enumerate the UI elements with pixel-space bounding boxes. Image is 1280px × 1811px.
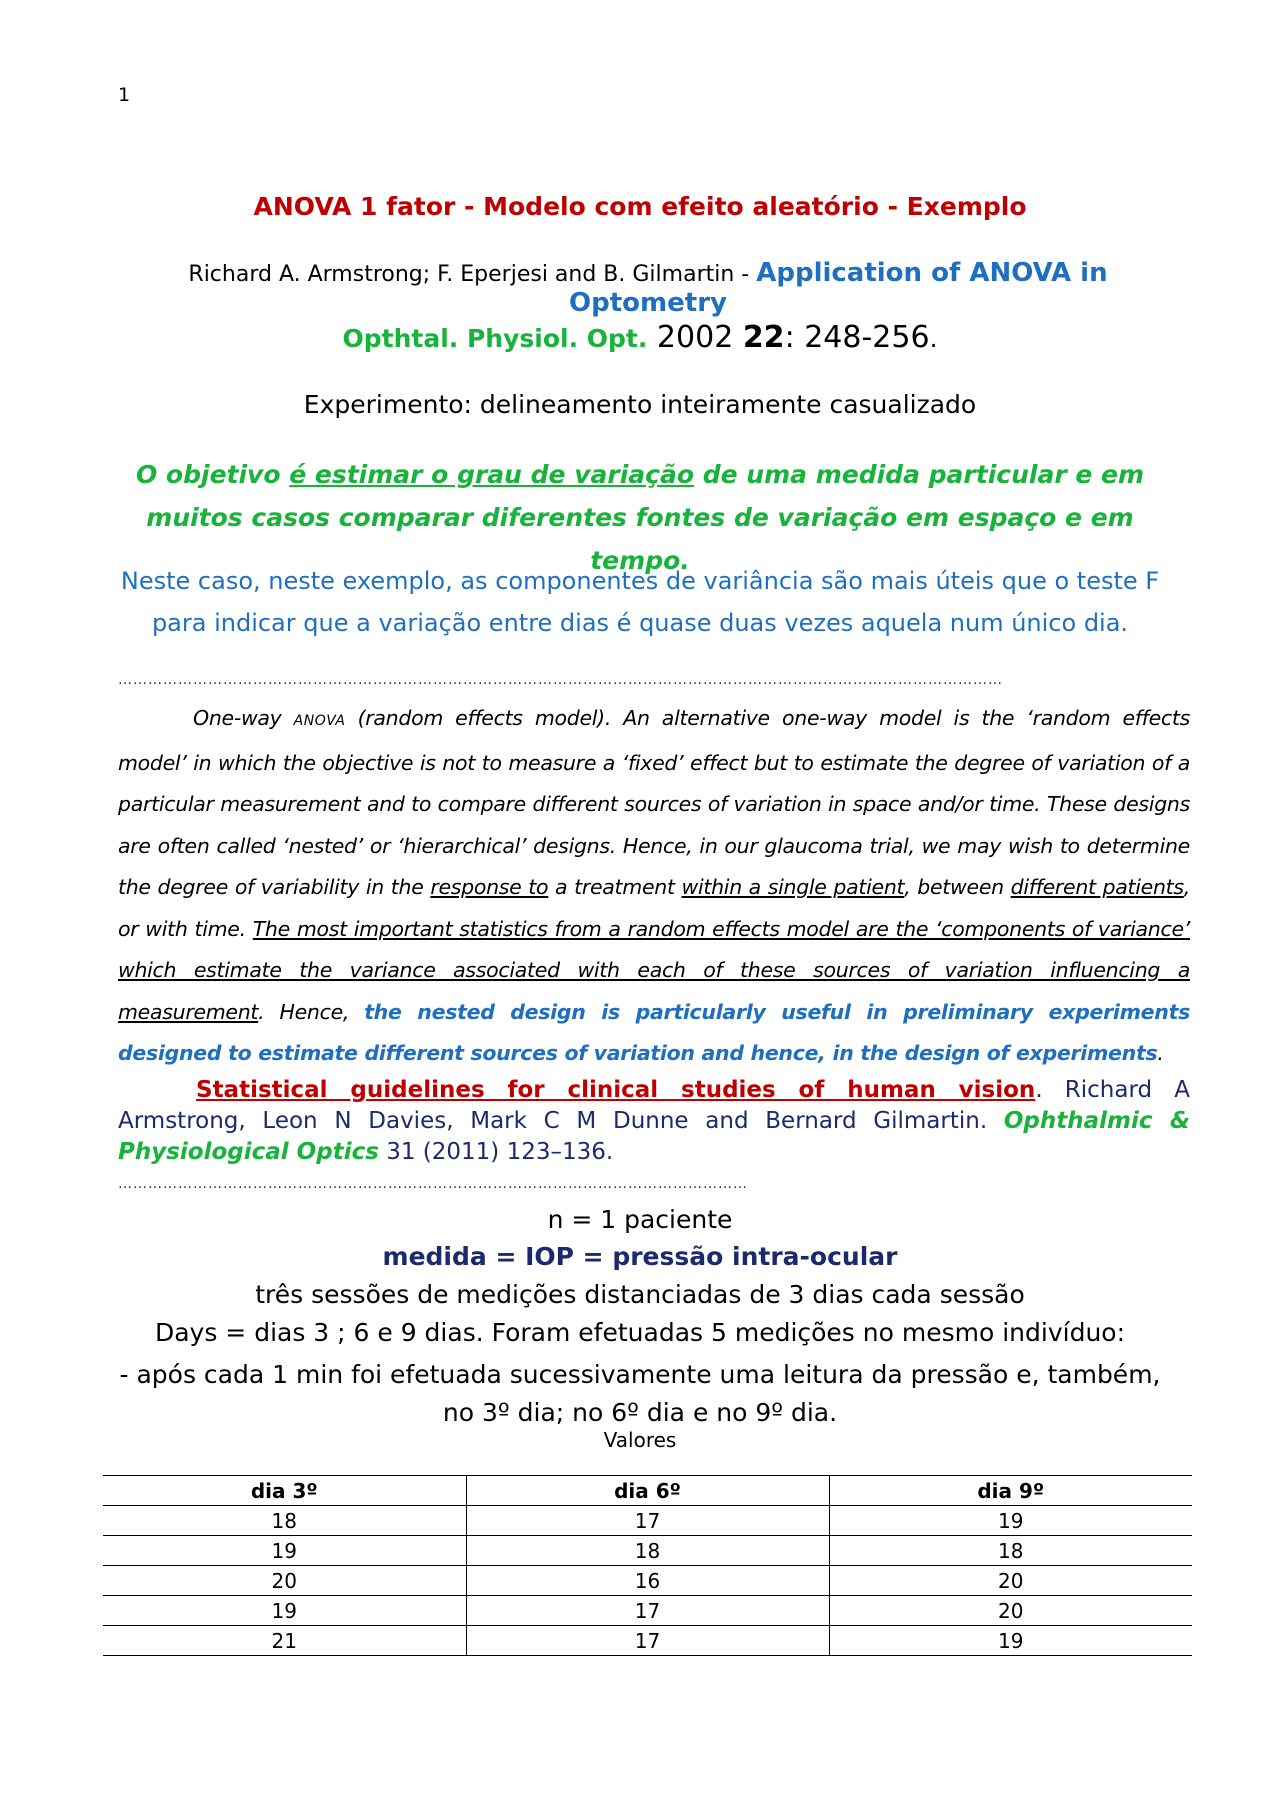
reference-authors: Richard A. Armstrong; F. Eperjesi and B. Gilmartin - [188, 262, 757, 287]
page-title: ANOVA 1 fator - Modelo com efeito aleatório - Exemplo [253, 192, 1027, 221]
dotted-separator: …………………………………………………………………………………………………………………………………………………………… [118, 672, 1003, 688]
column-header: dia 9º [829, 1476, 1192, 1506]
citation-details: 31 (2011) 123–136. [378, 1139, 614, 1165]
journal-volume: 22 [742, 320, 785, 355]
table-cell: 21 [103, 1626, 466, 1656]
procedure-line: - após cada 1 min foi efetuada sucessivamente uma leitura da pressão e, também, no 3º dia; no 6º dia e no 9º dia. [119, 1360, 1161, 1427]
objective-part-1: O objetivo [135, 460, 290, 489]
table-cell: 18 [103, 1506, 466, 1536]
sessions-line: três sessões de medições distanciadas de 3 dias cada sessão [255, 1280, 1025, 1309]
journal-line [0, 320, 1280, 355]
quote-s4: response to [430, 875, 549, 899]
quote-s10: The most important statistics from a random effects model are the ‘components of variance’ which estimate the variance associated with each of these sources of variation influencing a measurement [118, 916, 1190, 1024]
table-cell: 16 [466, 1566, 829, 1596]
table-row [103, 1536, 1192, 1566]
journal-name: Opthtal. Physiol. Opt. [342, 324, 648, 353]
objective-part-2: é estimar o grau de variação [289, 460, 695, 489]
table-cell: 18 [466, 1536, 829, 1566]
table-cell: 19 [829, 1626, 1192, 1656]
table-cell: 17 [466, 1506, 829, 1536]
page-number: 1 [118, 84, 131, 106]
values-table [103, 1475, 1192, 1656]
quote-s9: , or with time. [118, 875, 1190, 941]
table-cell: 18 [829, 1536, 1192, 1566]
values-label: Valores [603, 1428, 677, 1452]
table-cell: 17 [466, 1626, 829, 1656]
column-header: dia 6º [466, 1476, 829, 1506]
reference-line [118, 258, 1178, 318]
table-cell: 19 [829, 1506, 1192, 1536]
reference-article-title: Application of ANOVA in Optometry [569, 258, 1108, 318]
table-cell: 17 [466, 1596, 829, 1626]
citation-journal: Ophthalmic & Physiological Optics [118, 1108, 1190, 1165]
table-cell: 19 [103, 1536, 466, 1566]
table-cell: 20 [829, 1566, 1192, 1596]
table-cell: 19 [103, 1596, 466, 1626]
quote-s1: One-way [193, 706, 294, 730]
citation-period: . [1035, 1077, 1043, 1103]
table-cell: 20 [103, 1566, 466, 1596]
column-header: dia 3º [103, 1476, 466, 1506]
quote-paragraph [118, 698, 1190, 1075]
citation-paragraph [118, 1075, 1190, 1168]
journal-pages: : 248-256 [784, 320, 930, 355]
citation-title-link[interactable]: Statistical guidelines for clinical studies of human vision [196, 1077, 1036, 1103]
quote-s3: (random effects model). An alternative one-way model is the ‘random effects model’ in which the objective is not to measure a ‘fixed’ effect but to estimate the degree of variation of a particular measurement and to compare different sources of variation in space and/or time. These designs are often called ‘nested’ or ‘hierarchical’ designs. Hence, in our glaucoma trial, we may wish to determine the degree of variability in the [118, 706, 1191, 899]
journal-year: 2002 [647, 320, 743, 355]
table-row [103, 1626, 1192, 1656]
design-line: Experimento: delineamento inteiramente casualizado [303, 390, 977, 419]
note-paragraph: Neste caso, neste exemplo, as componentes de variância são mais úteis que o teste F para indicar que a variação entre dias é quase duas vezes aquela num único dia. [120, 567, 1160, 637]
table-cell: 20 [829, 1596, 1192, 1626]
table-row [103, 1596, 1192, 1626]
measure-line: medida = IOP = pressão intra-ocular [382, 1242, 898, 1271]
quote-s8: different patients [1010, 875, 1184, 899]
quote-s7: , between [904, 875, 1011, 899]
dotted-separator: ……………………………………………………………………………………………………………… [118, 1176, 748, 1192]
sample-size-line: n = 1 paciente [547, 1205, 733, 1234]
quote-s6: within a single patient [681, 875, 905, 899]
table-row [103, 1566, 1192, 1596]
days-line: Days = dias 3 ; 6 e 9 dias. Foram efetuadas 5 medições no mesmo indivíduo: [154, 1318, 1126, 1347]
quote-s5: a treatment [548, 875, 682, 899]
quote-s11: . Hence, [258, 999, 365, 1024]
quote-s2: ANOVA [293, 713, 346, 729]
citation-authors: Richard A Armstrong, Leon N Davies, Mark C M Dunne and Bernard Gilmartin. [118, 1077, 1191, 1134]
table-header-row [103, 1476, 1192, 1506]
quote-s13: . [1157, 1041, 1164, 1065]
objective-part-3: de uma medida particular e em muitos casos comparar diferentes fontes de variação em espaço e em tempo. [146, 460, 1145, 575]
table-row [103, 1506, 1192, 1536]
journal-period: . [929, 324, 938, 353]
quote-s12: the nested design is particularly useful in preliminary experiments designed to estimate different sources of variation and hence, in the design of experiments [118, 999, 1190, 1065]
